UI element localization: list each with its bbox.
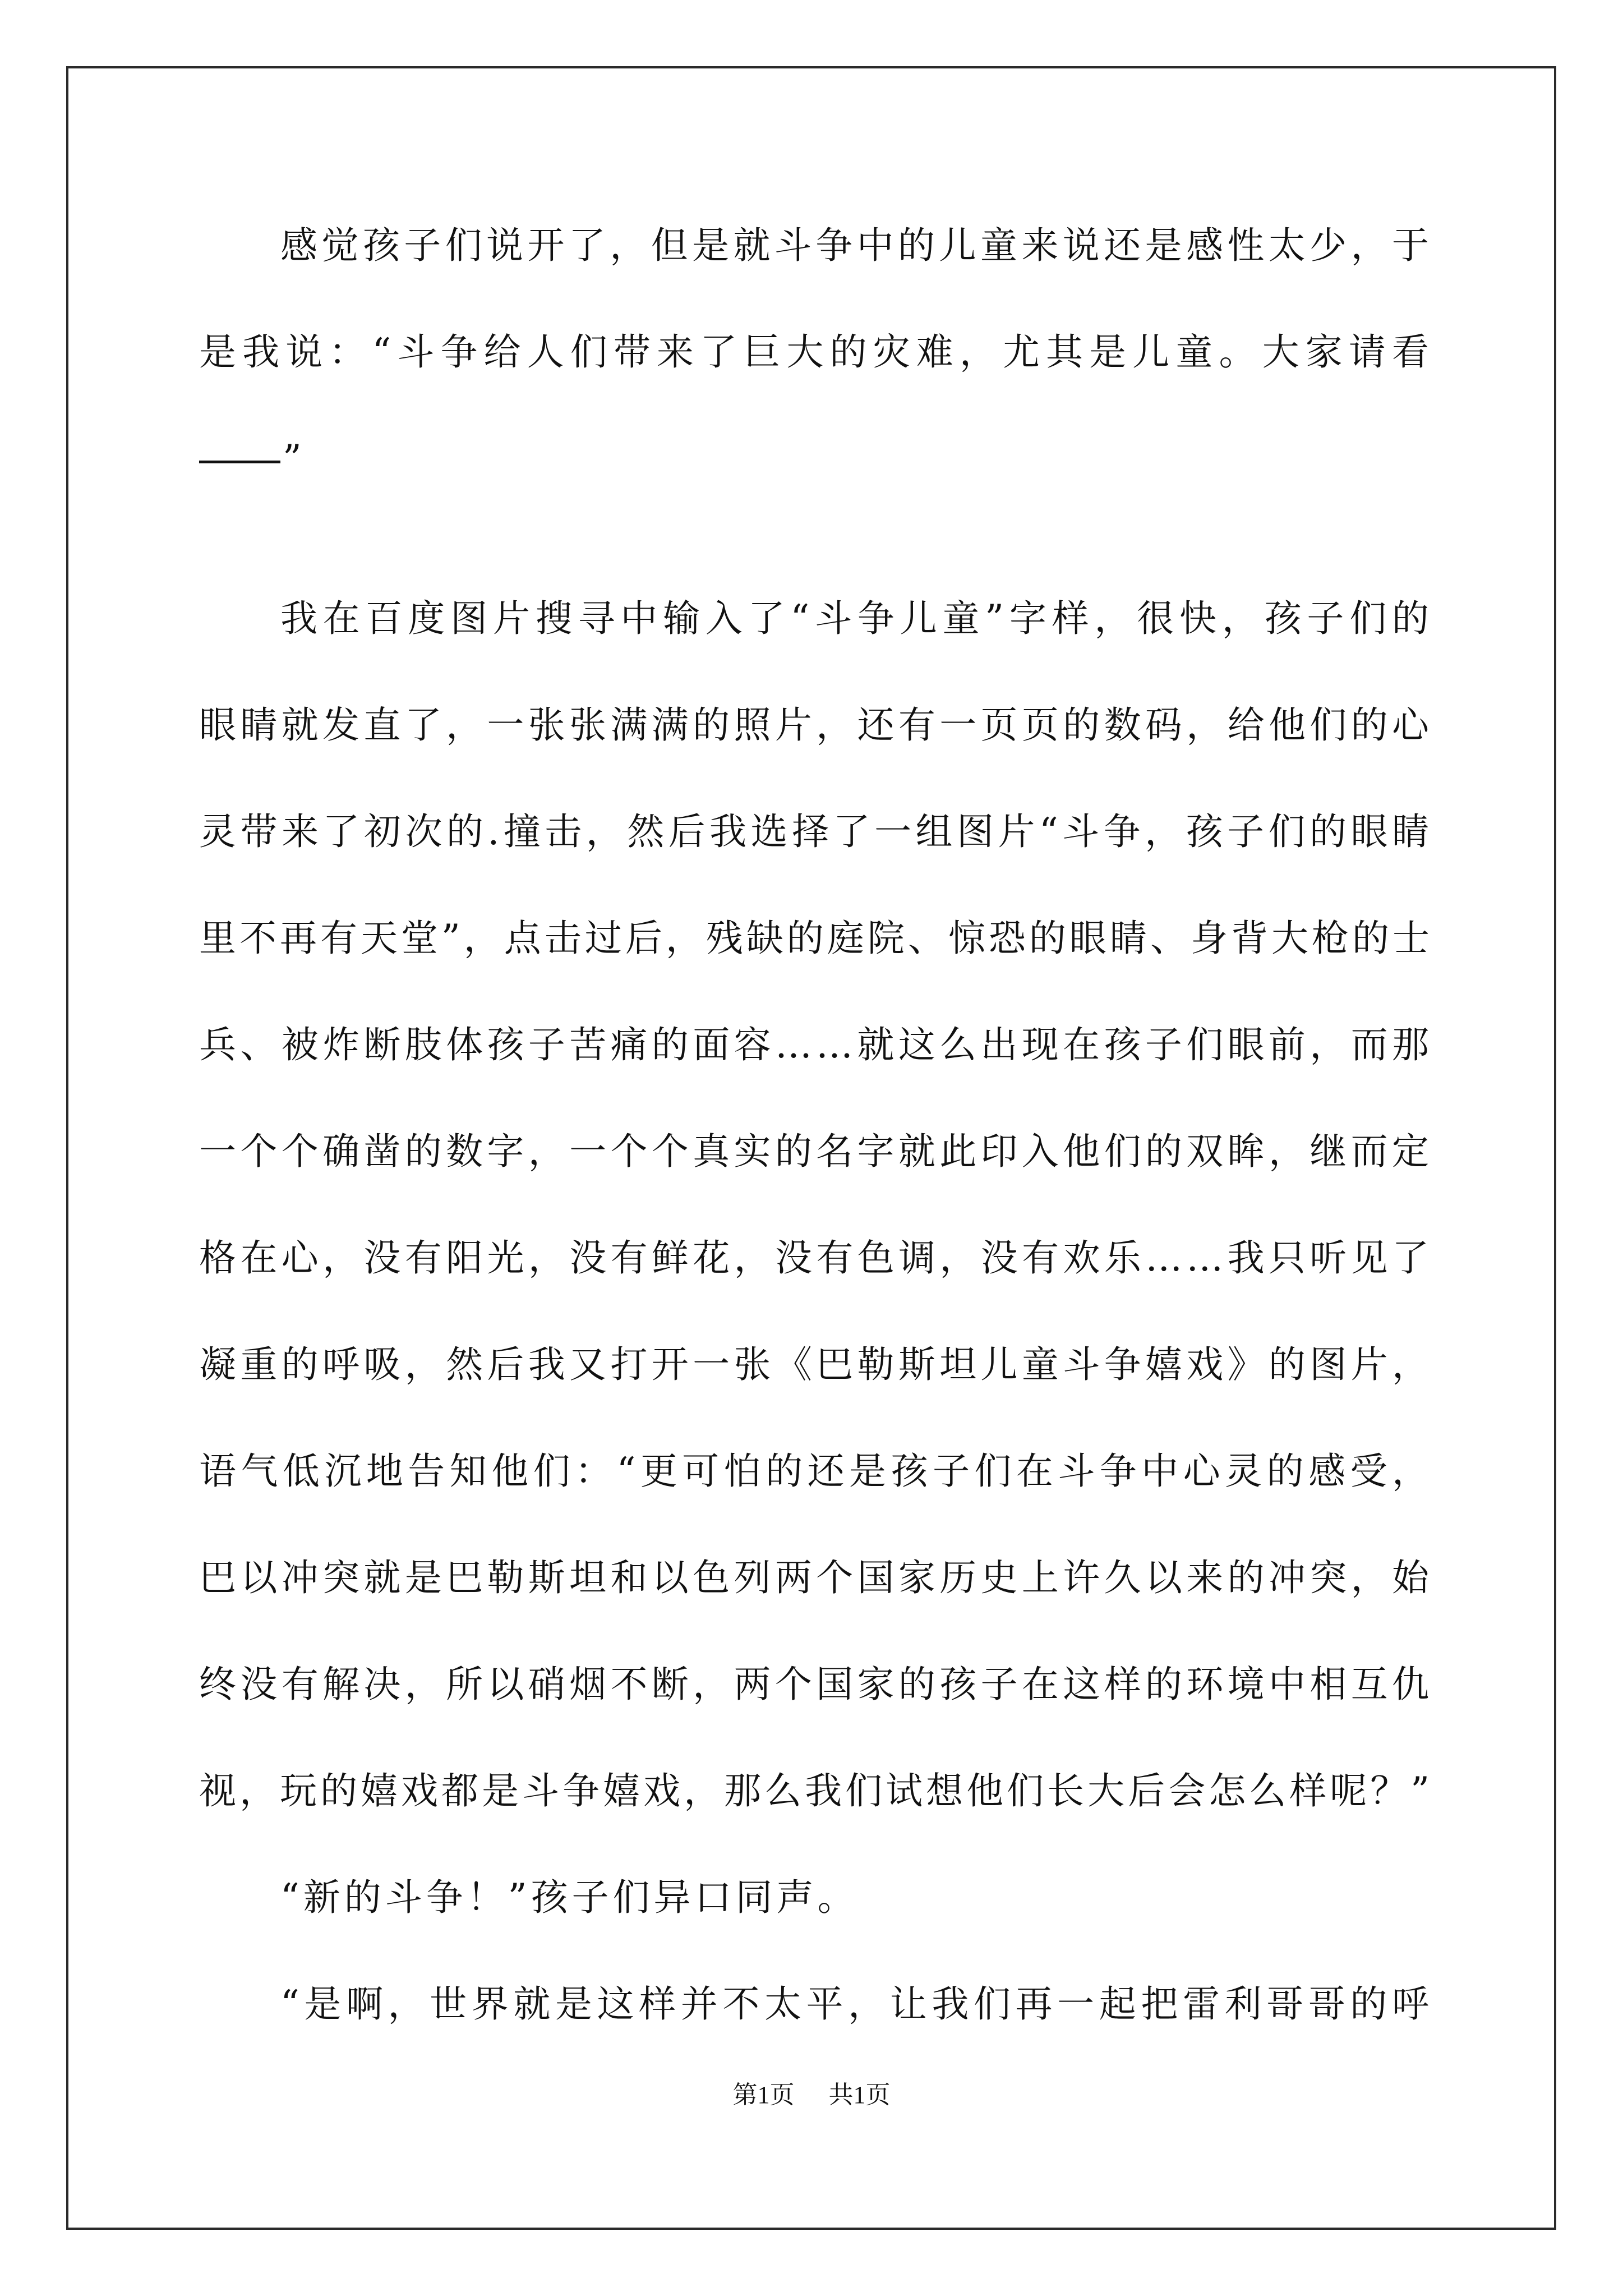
- fill-in-blank: [199, 461, 280, 463]
- paragraph-line: 兵、被炸断肢体孩子苦痛的面容……就这么出现在孩子们眼前，而那: [199, 1023, 1433, 1066]
- paragraph-line: 终没有解决，所以硝烟不断，两个国家的孩子在这样的环境中相互仇: [199, 1663, 1433, 1706]
- paragraph-line: 里不再有天堂”，点击过后，残缺的庭院、惊恐的眼睛、身背大枪的士: [199, 917, 1433, 960]
- paragraph-line: 一个个确凿的数字，一个个真实的名字就此印入他们的双眸，继而定: [199, 1130, 1433, 1173]
- paragraph-line: 格在心，没有阳光，没有鲜花，没有色调，没有欢乐……我只听见了: [199, 1236, 1433, 1280]
- paragraph-line: 凝重的呼吸，然后我又打开一张《巴勒斯坦儿童斗争嬉戏》的图片，: [199, 1343, 1433, 1386]
- document-body: [199, 219, 1433, 2031]
- paragraph-line: 视，玩的嬉戏都是斗争嬉戏，那么我们试想他们长大后会怎么样呢？”: [199, 1769, 1433, 1812]
- closing-quote: ”: [283, 437, 306, 480]
- paragraph-line: 眼睛就发直了，一张张满满的照片，还有一页页的数码，给他们的心: [199, 703, 1433, 747]
- paragraph-line: 灵带来了初次的.撞击，然后我选择了一组图片“斗争，孩子们的眼睛: [199, 810, 1433, 853]
- page-number-total: 共1页: [828, 2081, 891, 2109]
- paragraph-line: 语气低沉地告知他们：“更可怕的还是孩子们在斗争中心灵的感受，: [199, 1450, 1433, 1493]
- paragraph-line: 感觉孩子们说开了，但是就斗争中的儿童来说还是感性太少，于: [280, 224, 1433, 267]
- paragraph-line: 是我说：“斗争给人们带来了巨大的灾难，尤其是儿童。大家请看: [199, 330, 1433, 374]
- paragraph-line: “新的斗争！”孩子们异口同声。: [280, 1876, 859, 1919]
- paragraph-line: 我在百度图片搜寻中输入了“斗争儿童”字样，很快，孩子们的: [280, 597, 1433, 640]
- page-number-current: 第1页: [732, 2081, 795, 2109]
- paragraph-line: “是啊，世界就是这样并不太平，让我们再一起把雷利哥哥的呼: [280, 1982, 1433, 2026]
- paragraph-line: [199, 432, 1433, 485]
- paragraph-line: 巴以冲突就是巴勒斯坦和以色列两个国家历史上许久以来的冲突，始: [199, 1556, 1433, 1599]
- page-footer: [0, 2078, 1623, 2112]
